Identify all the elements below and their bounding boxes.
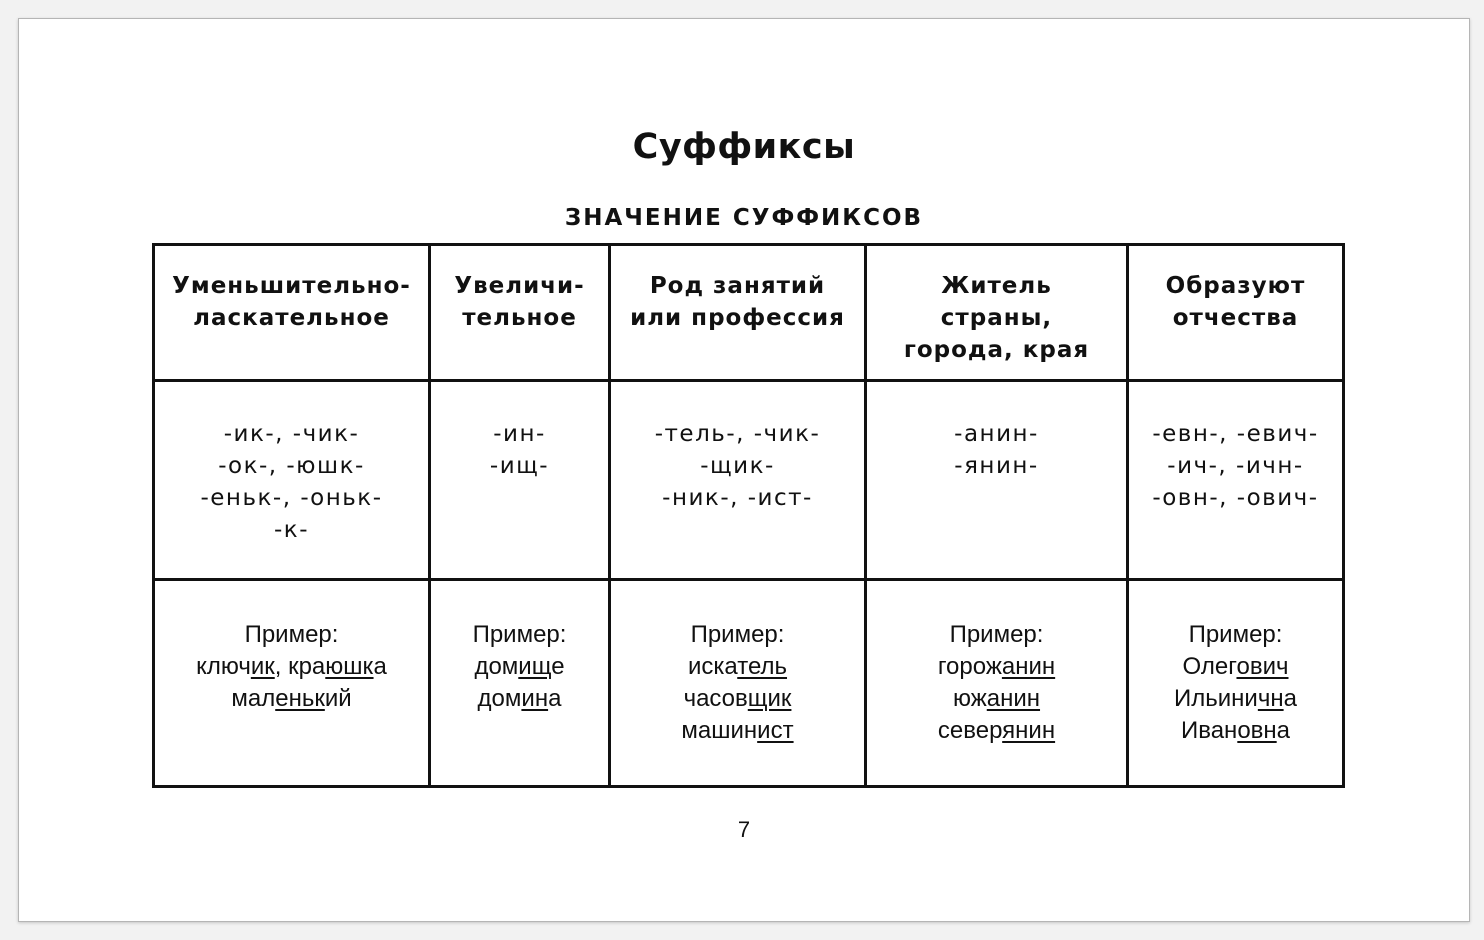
suffix-table bbox=[152, 243, 1345, 788]
example-word bbox=[1129, 651, 1342, 683]
word-part: е bbox=[551, 653, 565, 680]
example-label: Пример: bbox=[690, 621, 785, 648]
header-line: Житель bbox=[941, 273, 1052, 299]
suffix-line: -ищ- bbox=[489, 453, 550, 479]
word-part: а bbox=[1276, 717, 1291, 744]
example-word bbox=[431, 683, 608, 715]
suffix-cell bbox=[430, 381, 610, 580]
suffix-underline: анин bbox=[1001, 653, 1056, 680]
word-part: дом bbox=[477, 685, 522, 712]
example-label: Пример: bbox=[472, 621, 567, 648]
suffix-line: -ок-, -юшк- bbox=[218, 453, 365, 479]
suffix-underline: янин bbox=[1002, 717, 1056, 744]
example-label: Пример: bbox=[949, 621, 1044, 648]
word-part: а bbox=[373, 653, 387, 680]
suffix-line: -тель-, -чик- bbox=[654, 421, 821, 447]
suffix-underline: ищ bbox=[518, 653, 552, 680]
suffix-line: -овн-, -ович- bbox=[1152, 485, 1319, 511]
suffix-line: -ник-, -ист- bbox=[662, 485, 813, 511]
header-line: Образуют bbox=[1165, 273, 1306, 299]
page bbox=[18, 18, 1470, 922]
word-part: ключ bbox=[196, 653, 251, 680]
example-cell bbox=[1128, 580, 1344, 787]
suffix-underline: ик bbox=[250, 653, 275, 680]
suffix-line: -ин- bbox=[493, 421, 546, 447]
suffix-line: -ик-, -чик- bbox=[223, 421, 360, 447]
suffix-underline: анин bbox=[986, 685, 1041, 712]
word-part: дом bbox=[474, 653, 519, 680]
page-number: 7 bbox=[737, 817, 751, 842]
header-row bbox=[154, 245, 1344, 381]
word-part: горож bbox=[937, 653, 1002, 680]
example-word bbox=[611, 651, 864, 683]
word-part: север bbox=[937, 717, 1003, 744]
word-part: а bbox=[548, 685, 562, 712]
example-word bbox=[867, 683, 1126, 715]
example-word bbox=[611, 683, 864, 715]
example-word bbox=[431, 651, 608, 683]
suffix-cell bbox=[610, 381, 866, 580]
column-header bbox=[610, 245, 866, 381]
suffix-line: -щик- bbox=[700, 453, 775, 479]
example-word bbox=[1129, 683, 1342, 715]
suffix-underline: овн bbox=[1237, 717, 1277, 744]
example-label: Пример: bbox=[244, 621, 339, 648]
word-part: мал bbox=[231, 685, 276, 712]
page-subtitle: ЗНАЧЕНИЕ СУФФИКСОВ bbox=[564, 205, 924, 231]
column-header bbox=[430, 245, 610, 381]
suffix-line: -евн-, -евич- bbox=[1152, 421, 1319, 447]
suffix-underline: еньк bbox=[275, 685, 325, 712]
suffix-underline: ович bbox=[1236, 653, 1289, 680]
header-line: страны, bbox=[940, 305, 1053, 331]
column-header bbox=[154, 245, 430, 381]
page-title: Суффиксы bbox=[632, 127, 856, 167]
example-row bbox=[154, 580, 1344, 787]
suffix-underline: чн bbox=[1257, 685, 1284, 712]
word-part: машин bbox=[681, 717, 758, 744]
example-word bbox=[611, 715, 864, 747]
example-cell bbox=[430, 580, 610, 787]
header-line: Увеличи- bbox=[454, 273, 585, 299]
suffix-cell bbox=[154, 381, 430, 580]
word-part: Иван bbox=[1180, 717, 1238, 744]
header-line: тельное bbox=[462, 305, 577, 331]
word-part: ий bbox=[324, 685, 352, 712]
example-word bbox=[867, 715, 1126, 747]
word-part: юж bbox=[952, 685, 987, 712]
suffix-underline: щик bbox=[747, 685, 792, 712]
example-cell bbox=[154, 580, 430, 787]
header-line: Уменьшительно- bbox=[172, 273, 411, 299]
word-part: иска bbox=[687, 653, 738, 680]
example-cell bbox=[610, 580, 866, 787]
example-label: Пример: bbox=[1188, 621, 1283, 648]
suffix-line: -ич-, -ичн- bbox=[1167, 453, 1304, 479]
example-word bbox=[155, 683, 428, 715]
word-part: Ильини bbox=[1174, 685, 1258, 712]
suffix-cell bbox=[1128, 381, 1344, 580]
suffix-line: -анин- bbox=[954, 421, 1039, 447]
suffix-line: -к- bbox=[274, 517, 309, 543]
header-line: ласкательное bbox=[193, 305, 390, 331]
example-word bbox=[1129, 715, 1342, 747]
header-line: Род занятий bbox=[649, 273, 826, 299]
suffix-underline: юшк bbox=[325, 653, 374, 680]
example-word bbox=[155, 651, 428, 683]
suffix-line: -янин- bbox=[954, 453, 1039, 479]
column-header bbox=[1128, 245, 1344, 381]
word-part: часов bbox=[683, 685, 748, 712]
word-part: Олег bbox=[1182, 653, 1237, 680]
suffix-cell bbox=[866, 381, 1128, 580]
suffix-underline: тель bbox=[737, 653, 788, 680]
example-word bbox=[867, 651, 1126, 683]
suffix-underline: ин bbox=[521, 685, 549, 712]
header-line: города, края bbox=[903, 337, 1090, 363]
example-cell bbox=[866, 580, 1128, 787]
header-line: или профессия bbox=[630, 305, 845, 331]
word-part: , кра bbox=[274, 653, 326, 680]
word-part: а bbox=[1283, 685, 1297, 712]
header-line: отчества bbox=[1172, 305, 1299, 331]
suffix-underline: ист bbox=[757, 717, 794, 744]
column-header bbox=[866, 245, 1128, 381]
suffix-row bbox=[154, 381, 1344, 580]
suffix-line: -еньк-, -оньк- bbox=[200, 485, 383, 511]
